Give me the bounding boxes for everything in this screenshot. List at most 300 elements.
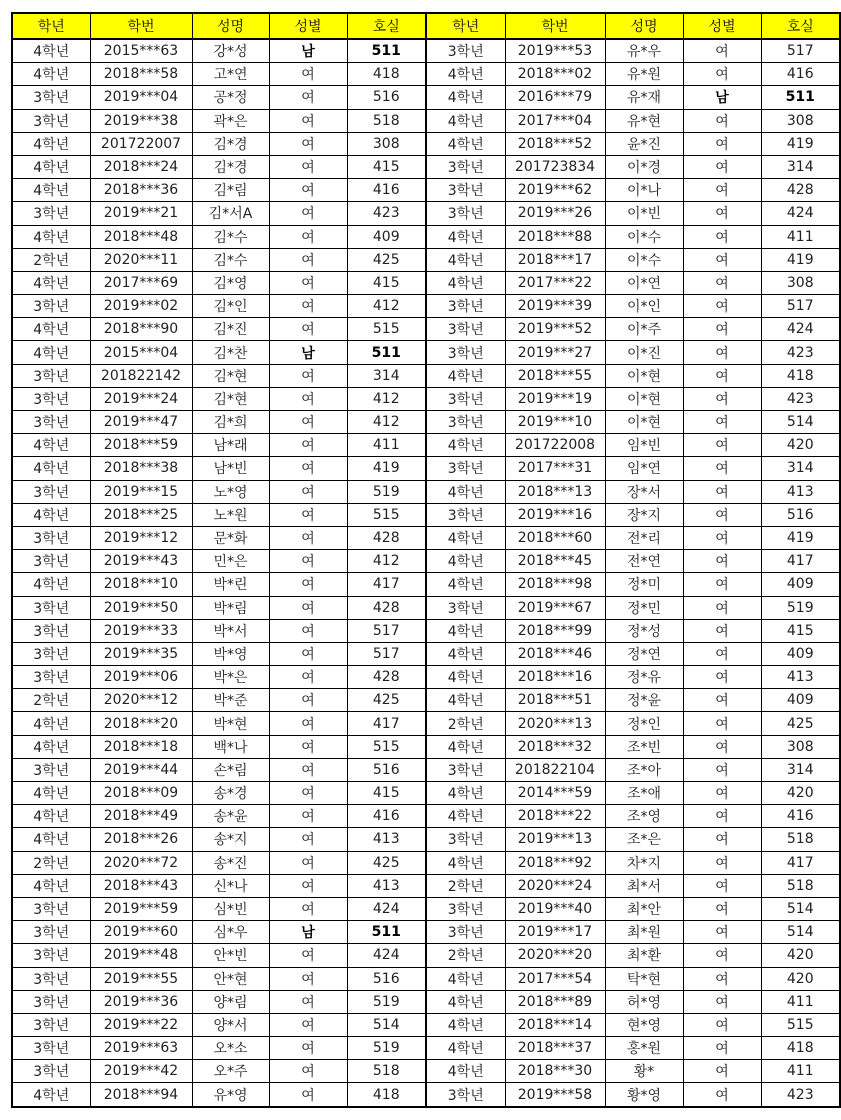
cell-room: 511 bbox=[347, 39, 426, 63]
cell-name: 유*현 bbox=[605, 109, 683, 132]
cell-gender: 여 bbox=[269, 1083, 347, 1107]
cell-grade: 4학년 bbox=[12, 1083, 90, 1107]
cell-gender: 여 bbox=[269, 225, 347, 248]
cell-student-id: 2018***58 bbox=[90, 63, 192, 86]
header-name: 성명 bbox=[605, 13, 683, 39]
cell-name: 정*성 bbox=[605, 619, 683, 642]
cell-gender: 여 bbox=[683, 944, 761, 967]
cell-room: 424 bbox=[347, 897, 426, 920]
header-room: 호실 bbox=[761, 13, 840, 39]
cell-name: 송*진 bbox=[192, 851, 269, 874]
cell-gender: 여 bbox=[683, 990, 761, 1013]
cell-room: 425 bbox=[761, 712, 840, 735]
cell-grade: 3학년 bbox=[12, 295, 90, 318]
cell-name: 김*경 bbox=[192, 132, 269, 155]
cell-grade: 4학년 bbox=[12, 318, 90, 341]
cell-grade: 4학년 bbox=[12, 39, 90, 63]
cell-room: 416 bbox=[761, 805, 840, 828]
cell-gender: 여 bbox=[683, 1083, 761, 1107]
table-row bbox=[12, 39, 840, 63]
cell-name: 최*환 bbox=[605, 944, 683, 967]
cell-grade: 3학년 bbox=[12, 411, 90, 434]
table-row bbox=[12, 364, 840, 387]
cell-student-id: 201822142 bbox=[90, 364, 192, 387]
cell-gender: 여 bbox=[683, 1060, 761, 1083]
cell-gender: 여 bbox=[683, 619, 761, 642]
cell-name: 허*영 bbox=[605, 990, 683, 1013]
cell-gender: 여 bbox=[683, 63, 761, 86]
cell-gender: 남 bbox=[269, 39, 347, 63]
table-row bbox=[12, 550, 840, 573]
cell-grade: 3학년 bbox=[12, 1037, 90, 1060]
cell-student-id: 2018***48 bbox=[90, 225, 192, 248]
cell-room: 515 bbox=[347, 318, 426, 341]
cell-gender: 여 bbox=[683, 1037, 761, 1060]
cell-name: 홍*원 bbox=[605, 1037, 683, 1060]
cell-gender: 여 bbox=[683, 550, 761, 573]
cell-room: 308 bbox=[761, 735, 840, 758]
cell-gender: 남 bbox=[683, 86, 761, 109]
cell-grade: 4학년 bbox=[426, 109, 505, 132]
cell-room: 412 bbox=[347, 411, 426, 434]
cell-gender: 여 bbox=[269, 596, 347, 619]
cell-gender: 여 bbox=[269, 526, 347, 549]
cell-grade: 4학년 bbox=[12, 341, 90, 364]
cell-gender: 여 bbox=[269, 758, 347, 781]
cell-name: 유*영 bbox=[192, 1083, 269, 1107]
cell-gender: 여 bbox=[683, 735, 761, 758]
cell-student-id: 2017***54 bbox=[505, 967, 605, 990]
cell-room: 409 bbox=[761, 573, 840, 596]
cell-gender: 여 bbox=[269, 318, 347, 341]
cell-grade: 3학년 bbox=[426, 318, 505, 341]
cell-student-id: 2018***51 bbox=[505, 689, 605, 712]
cell-student-id: 201722008 bbox=[505, 434, 605, 457]
cell-grade: 4학년 bbox=[426, 642, 505, 665]
cell-student-id: 2018***99 bbox=[505, 619, 605, 642]
cell-name: 김*현 bbox=[192, 387, 269, 410]
cell-room: 514 bbox=[761, 921, 840, 944]
cell-gender: 여 bbox=[683, 526, 761, 549]
cell-name: 노*영 bbox=[192, 480, 269, 503]
cell-room: 308 bbox=[347, 132, 426, 155]
cell-room: 519 bbox=[347, 1037, 426, 1060]
cell-room: 411 bbox=[761, 225, 840, 248]
cell-name: 정*민 bbox=[605, 596, 683, 619]
cell-grade: 3학년 bbox=[12, 596, 90, 619]
cell-room: 417 bbox=[761, 550, 840, 573]
cell-gender: 여 bbox=[269, 364, 347, 387]
table-row bbox=[12, 851, 840, 874]
cell-gender: 남 bbox=[269, 341, 347, 364]
cell-student-id: 2014***59 bbox=[505, 782, 605, 805]
cell-student-id: 2018***55 bbox=[505, 364, 605, 387]
cell-room: 314 bbox=[761, 758, 840, 781]
cell-gender: 여 bbox=[683, 202, 761, 225]
table-row bbox=[12, 86, 840, 109]
cell-name: 박*은 bbox=[192, 666, 269, 689]
cell-name: 황*영 bbox=[605, 1083, 683, 1107]
cell-gender: 여 bbox=[269, 86, 347, 109]
cell-room: 415 bbox=[347, 155, 426, 178]
cell-name: 김*경 bbox=[192, 155, 269, 178]
cell-gender: 여 bbox=[269, 967, 347, 990]
cell-name: 박*영 bbox=[192, 642, 269, 665]
cell-grade: 4학년 bbox=[426, 805, 505, 828]
cell-grade: 3학년 bbox=[12, 642, 90, 665]
cell-student-id: 2019***67 bbox=[505, 596, 605, 619]
cell-student-id: 2018***46 bbox=[505, 642, 605, 665]
cell-name: 박*현 bbox=[192, 712, 269, 735]
cell-name: 남*래 bbox=[192, 434, 269, 457]
table-row bbox=[12, 109, 840, 132]
table-row bbox=[12, 712, 840, 735]
cell-student-id: 2018***52 bbox=[505, 132, 605, 155]
cell-room: 314 bbox=[761, 155, 840, 178]
cell-student-id: 2018***13 bbox=[505, 480, 605, 503]
cell-gender: 여 bbox=[269, 897, 347, 920]
cell-grade: 4학년 bbox=[426, 967, 505, 990]
cell-gender: 여 bbox=[269, 248, 347, 271]
cell-gender: 여 bbox=[269, 782, 347, 805]
cell-grade: 4학년 bbox=[426, 619, 505, 642]
table-row bbox=[12, 1060, 840, 1083]
cell-gender: 여 bbox=[683, 921, 761, 944]
cell-name: 정*미 bbox=[605, 573, 683, 596]
cell-student-id: 2019***43 bbox=[90, 550, 192, 573]
cell-student-id: 2019***47 bbox=[90, 411, 192, 434]
cell-room: 518 bbox=[761, 828, 840, 851]
cell-name: 김*서A bbox=[192, 202, 269, 225]
cell-grade: 4학년 bbox=[426, 1060, 505, 1083]
cell-grade: 4학년 bbox=[426, 225, 505, 248]
cell-grade: 3학년 bbox=[12, 921, 90, 944]
cell-student-id: 2018***94 bbox=[90, 1083, 192, 1107]
table-row bbox=[12, 434, 840, 457]
cell-gender: 여 bbox=[269, 480, 347, 503]
table-row bbox=[12, 897, 840, 920]
cell-grade: 3학년 bbox=[426, 39, 505, 63]
cell-name: 이*수 bbox=[605, 248, 683, 271]
cell-room: 411 bbox=[761, 990, 840, 1013]
cell-name: 장*지 bbox=[605, 503, 683, 526]
cell-grade: 2학년 bbox=[426, 712, 505, 735]
cell-student-id: 2019***16 bbox=[505, 503, 605, 526]
cell-student-id: 2018***09 bbox=[90, 782, 192, 805]
table-row bbox=[12, 967, 840, 990]
cell-grade: 3학년 bbox=[426, 897, 505, 920]
cell-gender: 여 bbox=[269, 179, 347, 202]
cell-name: 신*나 bbox=[192, 874, 269, 897]
cell-name: 곽*은 bbox=[192, 109, 269, 132]
cell-gender: 여 bbox=[683, 828, 761, 851]
cell-grade: 4학년 bbox=[426, 480, 505, 503]
cell-gender: 여 bbox=[683, 295, 761, 318]
cell-grade: 4학년 bbox=[426, 248, 505, 271]
cell-student-id: 2018***20 bbox=[90, 712, 192, 735]
cell-student-id: 2018***90 bbox=[90, 318, 192, 341]
cell-name: 이*주 bbox=[605, 318, 683, 341]
cell-name: 이*현 bbox=[605, 364, 683, 387]
cell-name: 박*린 bbox=[192, 573, 269, 596]
cell-student-id: 2016***79 bbox=[505, 86, 605, 109]
cell-name: 김*희 bbox=[192, 411, 269, 434]
cell-student-id: 2018***88 bbox=[505, 225, 605, 248]
cell-grade: 3학년 bbox=[12, 897, 90, 920]
cell-student-id: 2017***04 bbox=[505, 109, 605, 132]
cell-grade: 3학년 bbox=[12, 526, 90, 549]
cell-gender: 여 bbox=[683, 39, 761, 63]
cell-name: 최*원 bbox=[605, 921, 683, 944]
cell-room: 314 bbox=[761, 457, 840, 480]
cell-name: 이*인 bbox=[605, 295, 683, 318]
cell-student-id: 2019***42 bbox=[90, 1060, 192, 1083]
cell-name: 이*현 bbox=[605, 387, 683, 410]
cell-student-id: 2018***14 bbox=[505, 1013, 605, 1036]
cell-grade: 4학년 bbox=[12, 132, 90, 155]
cell-student-id: 2018***60 bbox=[505, 526, 605, 549]
cell-name: 김*인 bbox=[192, 295, 269, 318]
cell-grade: 3학년 bbox=[426, 387, 505, 410]
table-row bbox=[12, 805, 840, 828]
cell-gender: 여 bbox=[683, 109, 761, 132]
cell-room: 424 bbox=[761, 318, 840, 341]
cell-gender: 여 bbox=[269, 874, 347, 897]
cell-student-id: 2018***98 bbox=[505, 573, 605, 596]
cell-student-id: 2018***37 bbox=[505, 1037, 605, 1060]
cell-student-id: 2018***25 bbox=[90, 503, 192, 526]
cell-room: 516 bbox=[347, 86, 426, 109]
cell-grade: 3학년 bbox=[12, 387, 90, 410]
table-row bbox=[12, 387, 840, 410]
table-row bbox=[12, 480, 840, 503]
cell-grade: 4학년 bbox=[426, 689, 505, 712]
cell-grade: 3학년 bbox=[426, 921, 505, 944]
cell-room: 514 bbox=[347, 1013, 426, 1036]
cell-room: 418 bbox=[347, 1083, 426, 1107]
cell-grade: 3학년 bbox=[426, 155, 505, 178]
cell-grade: 3학년 bbox=[12, 666, 90, 689]
cell-name: 이*빈 bbox=[605, 202, 683, 225]
cell-name: 양*서 bbox=[192, 1013, 269, 1036]
cell-room: 416 bbox=[761, 63, 840, 86]
cell-grade: 3학년 bbox=[426, 503, 505, 526]
cell-name: 오*소 bbox=[192, 1037, 269, 1060]
cell-gender: 여 bbox=[269, 851, 347, 874]
cell-grade: 3학년 bbox=[12, 1013, 90, 1036]
cell-name: 심*빈 bbox=[192, 897, 269, 920]
header-grade: 학년 bbox=[426, 13, 505, 39]
cell-gender: 여 bbox=[683, 225, 761, 248]
cell-room: 516 bbox=[347, 758, 426, 781]
cell-gender: 여 bbox=[269, 387, 347, 410]
header-name: 성명 bbox=[192, 13, 269, 39]
cell-student-id: 2019***02 bbox=[90, 295, 192, 318]
cell-grade: 4학년 bbox=[426, 782, 505, 805]
cell-student-id: 2019***38 bbox=[90, 109, 192, 132]
cell-room: 428 bbox=[347, 596, 426, 619]
cell-gender: 여 bbox=[683, 248, 761, 271]
cell-room: 517 bbox=[347, 619, 426, 642]
cell-grade: 4학년 bbox=[12, 828, 90, 851]
cell-name: 박*림 bbox=[192, 596, 269, 619]
cell-room: 418 bbox=[761, 1037, 840, 1060]
cell-student-id: 2015***63 bbox=[90, 39, 192, 63]
cell-grade: 3학년 bbox=[426, 179, 505, 202]
cell-grade: 4학년 bbox=[426, 526, 505, 549]
table-row bbox=[12, 457, 840, 480]
cell-name: 황* bbox=[605, 1060, 683, 1083]
cell-name: 조*애 bbox=[605, 782, 683, 805]
cell-grade: 4학년 bbox=[426, 63, 505, 86]
cell-name: 이*현 bbox=[605, 411, 683, 434]
cell-grade: 4학년 bbox=[426, 851, 505, 874]
cell-grade: 3학년 bbox=[12, 550, 90, 573]
cell-name: 백*나 bbox=[192, 735, 269, 758]
cell-grade: 3학년 bbox=[426, 828, 505, 851]
cell-name: 차*지 bbox=[605, 851, 683, 874]
cell-grade: 4학년 bbox=[426, 666, 505, 689]
cell-room: 415 bbox=[347, 782, 426, 805]
cell-grade: 3학년 bbox=[426, 295, 505, 318]
cell-name: 임*빈 bbox=[605, 434, 683, 457]
cell-gender: 여 bbox=[269, 642, 347, 665]
cell-name: 심*우 bbox=[192, 921, 269, 944]
cell-student-id: 2018***49 bbox=[90, 805, 192, 828]
table-row bbox=[12, 248, 840, 271]
cell-student-id: 2019***33 bbox=[90, 619, 192, 642]
cell-student-id: 2019***06 bbox=[90, 666, 192, 689]
cell-student-id: 2018***24 bbox=[90, 155, 192, 178]
cell-gender: 여 bbox=[683, 1013, 761, 1036]
cell-name: 김*수 bbox=[192, 248, 269, 271]
cell-name: 전*연 bbox=[605, 550, 683, 573]
cell-name: 조*아 bbox=[605, 758, 683, 781]
cell-grade: 4학년 bbox=[426, 271, 505, 294]
cell-gender: 여 bbox=[683, 596, 761, 619]
cell-gender: 여 bbox=[269, 63, 347, 86]
cell-name: 송*윤 bbox=[192, 805, 269, 828]
cell-name: 김*진 bbox=[192, 318, 269, 341]
table-row bbox=[12, 782, 840, 805]
cell-grade: 3학년 bbox=[426, 341, 505, 364]
cell-name: 유*재 bbox=[605, 86, 683, 109]
table-row bbox=[12, 874, 840, 897]
cell-student-id: 2018***18 bbox=[90, 735, 192, 758]
cell-name: 안*빈 bbox=[192, 944, 269, 967]
cell-student-id: 2019***63 bbox=[90, 1037, 192, 1060]
cell-gender: 여 bbox=[269, 990, 347, 1013]
cell-student-id: 2020***12 bbox=[90, 689, 192, 712]
cell-grade: 4학년 bbox=[426, 573, 505, 596]
cell-room: 412 bbox=[347, 387, 426, 410]
cell-name: 공*정 bbox=[192, 86, 269, 109]
cell-gender: 여 bbox=[269, 735, 347, 758]
cell-gender: 여 bbox=[683, 851, 761, 874]
cell-name: 민*은 bbox=[192, 550, 269, 573]
cell-gender: 여 bbox=[683, 758, 761, 781]
cell-room: 518 bbox=[761, 874, 840, 897]
cell-gender: 여 bbox=[683, 155, 761, 178]
cell-gender: 여 bbox=[683, 782, 761, 805]
cell-gender: 여 bbox=[269, 457, 347, 480]
cell-grade: 4학년 bbox=[12, 434, 90, 457]
cell-student-id: 2018***10 bbox=[90, 573, 192, 596]
cell-room: 409 bbox=[761, 642, 840, 665]
table-row bbox=[12, 666, 840, 689]
cell-grade: 3학년 bbox=[12, 619, 90, 642]
cell-gender: 여 bbox=[683, 341, 761, 364]
table-row bbox=[12, 341, 840, 364]
cell-grade: 3학년 bbox=[12, 758, 90, 781]
cell-grade: 3학년 bbox=[426, 1083, 505, 1107]
cell-gender: 여 bbox=[683, 434, 761, 457]
cell-room: 419 bbox=[761, 526, 840, 549]
cell-grade: 4학년 bbox=[426, 1037, 505, 1060]
cell-student-id: 2018***36 bbox=[90, 179, 192, 202]
cell-student-id: 2019***53 bbox=[505, 39, 605, 63]
cell-room: 514 bbox=[761, 411, 840, 434]
table-row bbox=[12, 619, 840, 642]
cell-room: 423 bbox=[761, 387, 840, 410]
table-row bbox=[12, 271, 840, 294]
table-row bbox=[12, 179, 840, 202]
cell-room: 516 bbox=[761, 503, 840, 526]
cell-gender: 여 bbox=[269, 271, 347, 294]
cell-gender: 여 bbox=[683, 457, 761, 480]
cell-gender: 여 bbox=[683, 318, 761, 341]
cell-student-id: 2019***44 bbox=[90, 758, 192, 781]
cell-room: 420 bbox=[761, 434, 840, 457]
cell-room: 419 bbox=[761, 248, 840, 271]
cell-name: 유*우 bbox=[605, 39, 683, 63]
cell-grade: 4학년 bbox=[12, 179, 90, 202]
cell-student-id: 201722007 bbox=[90, 132, 192, 155]
cell-room: 416 bbox=[347, 179, 426, 202]
table-row bbox=[12, 155, 840, 178]
cell-student-id: 2019***10 bbox=[505, 411, 605, 434]
cell-student-id: 201822104 bbox=[505, 758, 605, 781]
cell-room: 518 bbox=[347, 1060, 426, 1083]
cell-gender: 여 bbox=[269, 411, 347, 434]
cell-student-id: 2020***13 bbox=[505, 712, 605, 735]
cell-gender: 여 bbox=[683, 573, 761, 596]
cell-grade: 3학년 bbox=[12, 364, 90, 387]
cell-grade: 3학년 bbox=[12, 86, 90, 109]
cell-room: 425 bbox=[347, 248, 426, 271]
cell-gender: 여 bbox=[683, 897, 761, 920]
header-student-id: 학번 bbox=[505, 13, 605, 39]
cell-room: 412 bbox=[347, 295, 426, 318]
table-row bbox=[12, 944, 840, 967]
cell-room: 417 bbox=[347, 712, 426, 735]
cell-room: 515 bbox=[761, 1013, 840, 1036]
cell-gender: 여 bbox=[269, 1037, 347, 1060]
cell-gender: 여 bbox=[683, 411, 761, 434]
cell-gender: 여 bbox=[269, 944, 347, 967]
cell-name: 최*안 bbox=[605, 897, 683, 920]
cell-room: 413 bbox=[347, 874, 426, 897]
cell-student-id: 2018***59 bbox=[90, 434, 192, 457]
cell-grade: 3학년 bbox=[12, 480, 90, 503]
cell-name: 이*진 bbox=[605, 341, 683, 364]
cell-grade: 3학년 bbox=[426, 457, 505, 480]
cell-name: 윤*진 bbox=[605, 132, 683, 155]
table-row bbox=[12, 689, 840, 712]
cell-room: 517 bbox=[761, 39, 840, 63]
cell-gender: 여 bbox=[683, 364, 761, 387]
cell-room: 428 bbox=[347, 526, 426, 549]
